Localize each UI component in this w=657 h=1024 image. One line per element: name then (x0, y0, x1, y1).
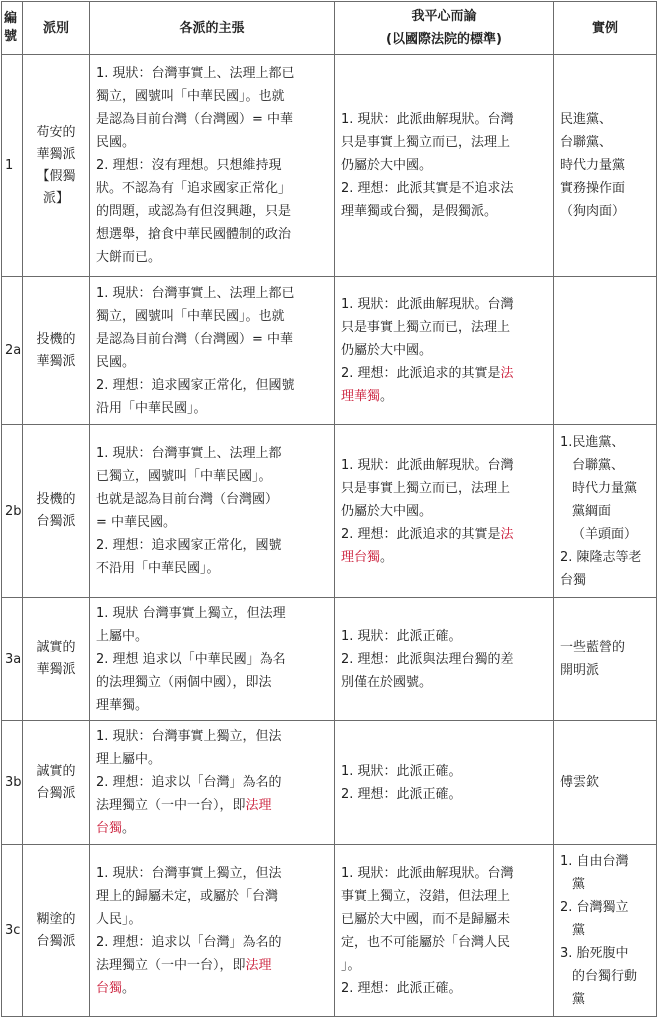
faction-line: 誠實的 (36, 640, 76, 655)
opinion-line: 」。 (341, 957, 361, 973)
opinion-cell (335, 55, 554, 277)
factions-table (1, 1, 657, 1017)
example-cell (554, 721, 657, 845)
example-cell (554, 425, 657, 598)
faction-line: 糊塗的 (36, 911, 76, 927)
example-line: 時代力量黨 (572, 480, 638, 496)
row-number: 2b (2, 425, 23, 598)
example-line: 3. 胎死腹中 (560, 946, 629, 961)
claim-line: 大餅而已。 (96, 250, 162, 265)
table-row (2, 845, 657, 1017)
faction-name (23, 277, 90, 425)
claim-line: 1. 現狀：台灣事實上獨立，但法 (96, 729, 282, 744)
opinion-line: 1. 現狀：此派曲解現狀。台灣 (341, 457, 514, 473)
highlight-text: 法理 (245, 798, 272, 813)
col-header-number: 編號 (2, 2, 23, 55)
claim-line: 2. 理想：追求以「台灣」為名的 (96, 934, 282, 950)
example-cell (554, 845, 657, 1017)
claim-line: 理上的歸屬未定，或屬於「台灣 (96, 888, 279, 904)
example-line: 2. 陳隆志等老 (560, 549, 642, 565)
claim-line: 2. 理想：追求以「台灣」為名的 (96, 775, 282, 790)
faction-line: 投機的 (36, 331, 76, 347)
example-line: 1. 自由台灣 (560, 854, 629, 869)
row-number: 2a (2, 277, 23, 425)
claim-line (96, 977, 329, 1000)
faction-line: 台獨派 (36, 514, 76, 529)
claim-line: 是認為目前台灣（台灣國）= 中華 (96, 112, 294, 127)
claim-line (96, 794, 329, 817)
claim-line: 民國。 (96, 135, 136, 150)
opinion-cell (335, 845, 554, 1017)
opinion-line: 1. 現狀：此派正確。 (341, 628, 462, 644)
opinion-line (341, 523, 548, 546)
highlight-text: 法理 (245, 957, 272, 973)
claim-line: 不沿用「中華民國」。 (96, 561, 220, 576)
example-line: 實務操作面 (560, 181, 626, 196)
opinion-line: 2. 理想：此派正確。 (341, 980, 462, 996)
claim-line: 1. 現狀：台灣事實上獨立，但法 (96, 865, 282, 881)
table-row (2, 425, 657, 598)
example-line: 的台獨行動 (572, 969, 638, 984)
example-line: 2. 台灣獨立 (560, 900, 629, 915)
opinion-line: 2. 理想：此派與法理台獨的差 (341, 651, 514, 667)
opinion-line (341, 362, 548, 385)
claim-line: 1. 現狀 台灣事實上獨立，但法理 (96, 605, 286, 621)
faction-line: 苟安的 (36, 124, 76, 140)
opinion-cell (335, 721, 554, 845)
example-line: 傅雲欽 (560, 775, 600, 790)
claim-text: 法理獨立（一中一台），即 (96, 957, 246, 973)
highlight-text: 法 (500, 366, 514, 381)
opinion-line: 仍屬於大中國。 (341, 503, 433, 519)
opinion-line: 只是事實上獨立而已，法理上 (341, 480, 511, 496)
claim-text: 。 (122, 821, 136, 836)
col-header-faction: 派別 (23, 2, 90, 55)
opinion-cell (335, 277, 554, 425)
faction-name (23, 425, 90, 598)
highlight-text: 理華獨 (341, 389, 381, 404)
claim-line: 1. 現狀：台灣事實上、法理上都 (96, 446, 282, 461)
example-line: 台獨 (560, 572, 587, 588)
example-line: 台聯黨、 (572, 457, 625, 473)
opinion-line: 1. 現狀：此派曲解現狀。台灣 (341, 112, 514, 127)
row-number: 3a (2, 598, 23, 721)
opinion-line: 只是事實上獨立而已，法理上 (341, 320, 511, 335)
highlight-text: 台獨 (96, 980, 123, 996)
claim-line: = 中華民國。 (96, 515, 177, 530)
example-line: 1.民進黨、 (560, 434, 625, 450)
highlight-text: 台獨 (96, 821, 123, 836)
claim-line: 理華獨。 (96, 697, 149, 713)
example-cell (554, 55, 657, 277)
claim-cell (90, 425, 335, 598)
claim-line: 是認為目前台灣（台灣國）= 中華 (96, 331, 294, 347)
example-line: （狗肉面） (560, 204, 626, 219)
highlight-text: 法 (500, 526, 514, 542)
col-header-opinion (335, 2, 554, 55)
claim-cell (90, 55, 335, 277)
faction-line: 台獨派 (36, 785, 76, 801)
faction-name (23, 845, 90, 1017)
claim-line: 2. 理想 追求以「中華民國」為名 (96, 651, 286, 667)
opinion-header-line2: (以國際法院的標準) (386, 32, 502, 47)
claim-line: 2. 理想：沒有理想。只想維持現 (96, 158, 282, 173)
claim-line: 理上屬中。 (96, 752, 162, 767)
row-number: 1 (2, 55, 23, 277)
claim-cell (90, 845, 335, 1017)
claim-line: 獨立，國號叫「中華民國」。也就 (96, 89, 285, 104)
claim-line: 也就是認為目前台灣（台灣國） (96, 492, 279, 507)
opinion-line: 1. 現狀：此派正確。 (341, 763, 462, 779)
opinion-text: 2. 理想：此派追求的其實是 (341, 526, 501, 542)
opinion-text: 。 (380, 549, 394, 565)
claim-line: 沿用「中華民國」。 (96, 400, 207, 416)
opinion-line: 定，也不可能屬於「台灣人民 (341, 934, 511, 950)
example-line: 黨 (572, 877, 586, 892)
faction-line: 華獨派 (36, 353, 76, 369)
col-header-claims: 各派的主張 (90, 2, 335, 55)
claim-line: 2. 理想：追求國家正常化，國號 (96, 538, 282, 553)
claim-text: 。 (122, 980, 136, 996)
claim-line: 想選舉，搶食中華民國體制的政治 (96, 227, 292, 242)
faction-line: 派】 (42, 190, 69, 206)
faction-line: 投機的 (36, 492, 76, 507)
opinion-line: 只是事實上獨立而已，法理上 (341, 135, 511, 150)
faction-line: 華獨派 (36, 662, 76, 677)
claim-line: 民國。 (96, 354, 136, 370)
claim-line: 的問題，或認為有但沒興趣，只是 (96, 204, 292, 219)
example-line: 一些藍營的 (560, 640, 626, 655)
example-line: 黨 (572, 992, 586, 1007)
header-row (2, 2, 657, 55)
table-row (2, 55, 657, 277)
claim-line: 上屬中。 (96, 628, 149, 644)
highlight-text: 理台獨 (341, 549, 381, 565)
claim-cell (90, 598, 335, 721)
claim-line (96, 817, 329, 840)
opinion-line (341, 385, 548, 408)
claim-line: 的法理獨立（兩個中國），即法 (96, 674, 272, 690)
example-line: 台聯黨、 (560, 135, 613, 150)
faction-line: 華獨派 (36, 146, 76, 162)
claim-line: 1. 現狀：台灣事實上、法理上都已 (96, 66, 295, 81)
faction-line: 【假獨 (36, 168, 76, 184)
faction-name (23, 598, 90, 721)
opinion-line: 2. 理想：此派其實是不追求法 (341, 181, 514, 196)
example-line: 黨 (572, 923, 586, 938)
faction-line: 台獨派 (36, 933, 76, 949)
faction-name (23, 721, 90, 845)
opinion-line: 已屬於大中國，而不是歸屬未 (341, 911, 511, 927)
opinion-header-line1: 我平心而論 (411, 9, 477, 24)
claim-line: 人民」。 (96, 911, 142, 927)
claim-line: 已獨立，國號叫「中華民國」。 (96, 469, 272, 484)
claim-line (96, 954, 329, 977)
example-cell (554, 277, 657, 425)
claim-line: 2. 理想：追求國家正常化，但國號 (96, 377, 295, 393)
claim-text: 法理獨立（一中一台），即 (96, 798, 246, 813)
example-line: 民進黨、 (560, 112, 613, 127)
opinion-line: 仍屬於大中國。 (341, 158, 433, 173)
opinion-line: 事實上獨立，沒錯，但法理上 (341, 888, 511, 904)
faction-name (23, 55, 90, 277)
example-line: （羊頭面） (572, 526, 638, 542)
opinion-text: 。 (380, 389, 394, 404)
claim-line: 狀。不認為有「追求國家正常化」 (96, 181, 292, 196)
table-row (2, 277, 657, 425)
claim-cell (90, 721, 335, 845)
table-row (2, 598, 657, 721)
claim-line: 獨立，國號叫「中華民國」。也就 (96, 308, 285, 324)
example-line: 黨綱面 (572, 503, 612, 519)
example-line: 時代力量黨 (560, 158, 626, 173)
row-number: 3b (2, 721, 23, 845)
opinion-line: 別僅在於國號。 (341, 674, 433, 690)
opinion-line: 仍屬於大中國。 (341, 343, 433, 358)
table-row (2, 721, 657, 845)
opinion-line: 理華獨或台獨，是假獨派。 (341, 204, 498, 219)
col-header-examples: 實例 (554, 2, 657, 55)
opinion-line (341, 546, 548, 569)
opinion-line: 1. 現狀：此派曲解現狀。台灣 (341, 865, 514, 881)
faction-line: 誠實的 (36, 763, 76, 779)
opinion-text: 2. 理想：此派追求的其實是 (341, 366, 501, 381)
row-number: 3c (2, 845, 23, 1017)
opinion-line: 1. 現狀：此派曲解現狀。台灣 (341, 297, 514, 312)
claim-cell (90, 277, 335, 425)
example-cell (554, 598, 657, 721)
opinion-cell (335, 425, 554, 598)
example-line: 開明派 (560, 663, 600, 678)
opinion-cell (335, 598, 554, 721)
claim-line: 1. 現狀：台灣事實上、法理上都已 (96, 285, 295, 301)
opinion-line: 2. 理想：此派正確。 (341, 786, 462, 802)
